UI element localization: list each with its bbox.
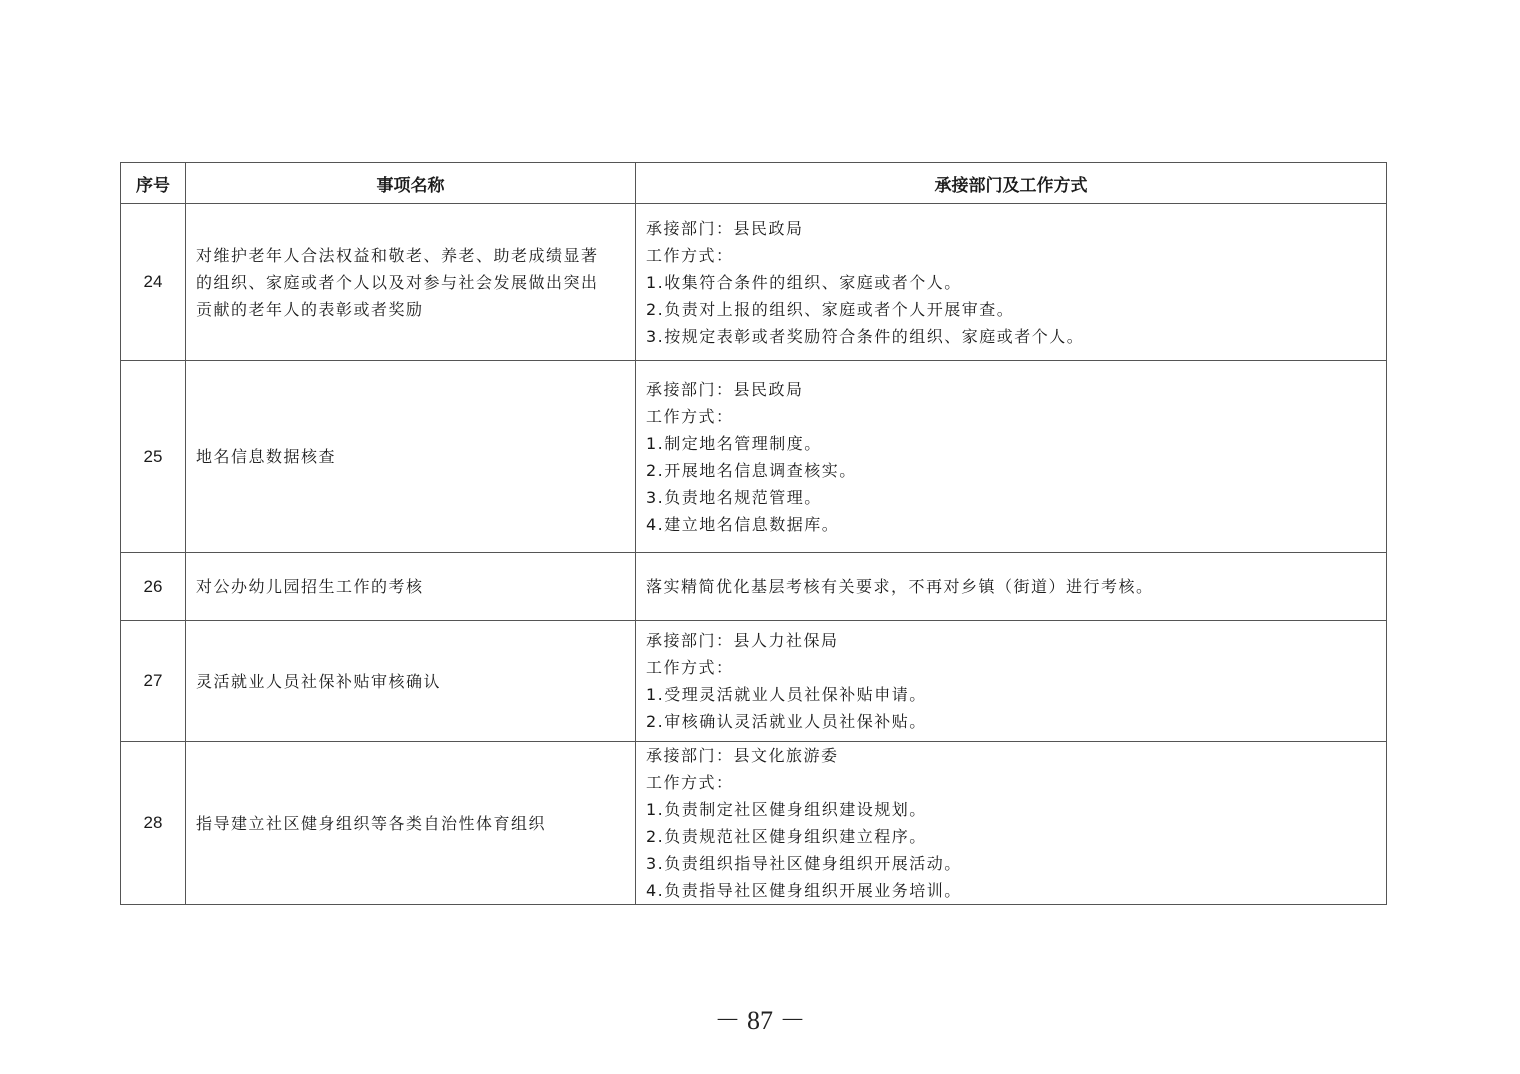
- dept-line: 承接部门：县人力社保局: [646, 631, 839, 650]
- table-row: [121, 204, 1387, 361]
- dept-line: 4.负责指导社区健身组织开展业务培训。: [646, 881, 962, 900]
- header-department-method: 承接部门及工作方式: [636, 163, 1387, 204]
- table-row: [121, 621, 1387, 742]
- dept-line: 1.制定地名管理制度。: [646, 433, 822, 453]
- name-line: 贡献的老年人的表彰或者奖励: [196, 299, 424, 319]
- dept-line: 工作方式：: [646, 245, 734, 265]
- dept-line: 承接部门：县民政局: [646, 379, 804, 399]
- dept-line: 4.建立地名信息数据库。: [646, 514, 840, 534]
- row-seq: 24: [121, 204, 186, 361]
- dept-line: 承接部门：县民政局: [646, 218, 804, 238]
- row-department-method: [636, 361, 1387, 553]
- row-department-method: [636, 621, 1387, 742]
- header-seq: 序号: [121, 163, 186, 204]
- table-header-row: [121, 163, 1387, 204]
- dept-line: 1.负责制定社区健身组织建设规划。: [646, 800, 927, 819]
- header-item-name: 事项名称: [186, 163, 636, 204]
- name-line: 对公办幼儿园招生工作的考核: [196, 577, 424, 596]
- dept-line: 3.负责组织指导社区健身组织开展活动。: [646, 854, 962, 873]
- name-line: 灵活就业人员社保补贴审核确认: [196, 671, 442, 691]
- dept-line: 落实精简优化基层考核有关要求，不再对乡镇（街道）进行考核。: [646, 577, 1154, 596]
- dept-line: 承接部门：县文化旅游委: [646, 746, 839, 765]
- row-seq: 28: [121, 742, 186, 905]
- dept-line: 工作方式：: [646, 658, 734, 677]
- table-row: [121, 553, 1387, 621]
- dept-line: 工作方式：: [646, 406, 734, 426]
- dept-line: 2.负责对上报的组织、家庭或者个人开展审查。: [646, 299, 1015, 319]
- dept-line: 1.受理灵活就业人员社保补贴申请。: [646, 685, 927, 704]
- row-item-name: [186, 621, 636, 742]
- name-line: 指导建立社区健身组织等各类自治性体育组织: [196, 813, 547, 833]
- dept-line: 3.负责地名规范管理。: [646, 487, 822, 507]
- row-department-method: [636, 204, 1387, 361]
- page-number: － 87 －: [714, 1006, 806, 1035]
- row-seq: 27: [121, 621, 186, 742]
- dept-line: 工作方式：: [646, 773, 734, 792]
- row-item-name: [186, 204, 636, 361]
- row-item-name: [186, 553, 636, 621]
- row-item-name: [186, 361, 636, 553]
- dept-line: 2.负责规范社区健身组织建立程序。: [646, 827, 927, 846]
- table-row: [121, 361, 1387, 553]
- row-seq: 26: [121, 553, 186, 621]
- row-department-method: [636, 553, 1387, 621]
- name-line: 的组织、家庭或者个人以及对参与社会发展做出突出: [196, 272, 599, 292]
- name-line: 地名信息数据核查: [196, 447, 337, 466]
- dept-line: 2.开展地名信息调查核实。: [646, 460, 857, 480]
- items-table: [120, 162, 1387, 905]
- dept-line: 1.收集符合条件的组织、家庭或者个人。: [646, 272, 962, 292]
- table-row: [121, 742, 1387, 905]
- dept-line: 2.审核确认灵活就业人员社保补贴。: [646, 712, 927, 731]
- row-seq: 25: [121, 361, 186, 553]
- name-line: 对维护老年人合法权益和敬老、养老、助老成绩显著: [196, 245, 599, 265]
- row-department-method: [636, 742, 1387, 905]
- dept-line: 3.按规定表彰或者奖励符合条件的组织、家庭或者个人。: [646, 326, 1085, 346]
- row-item-name: [186, 742, 636, 905]
